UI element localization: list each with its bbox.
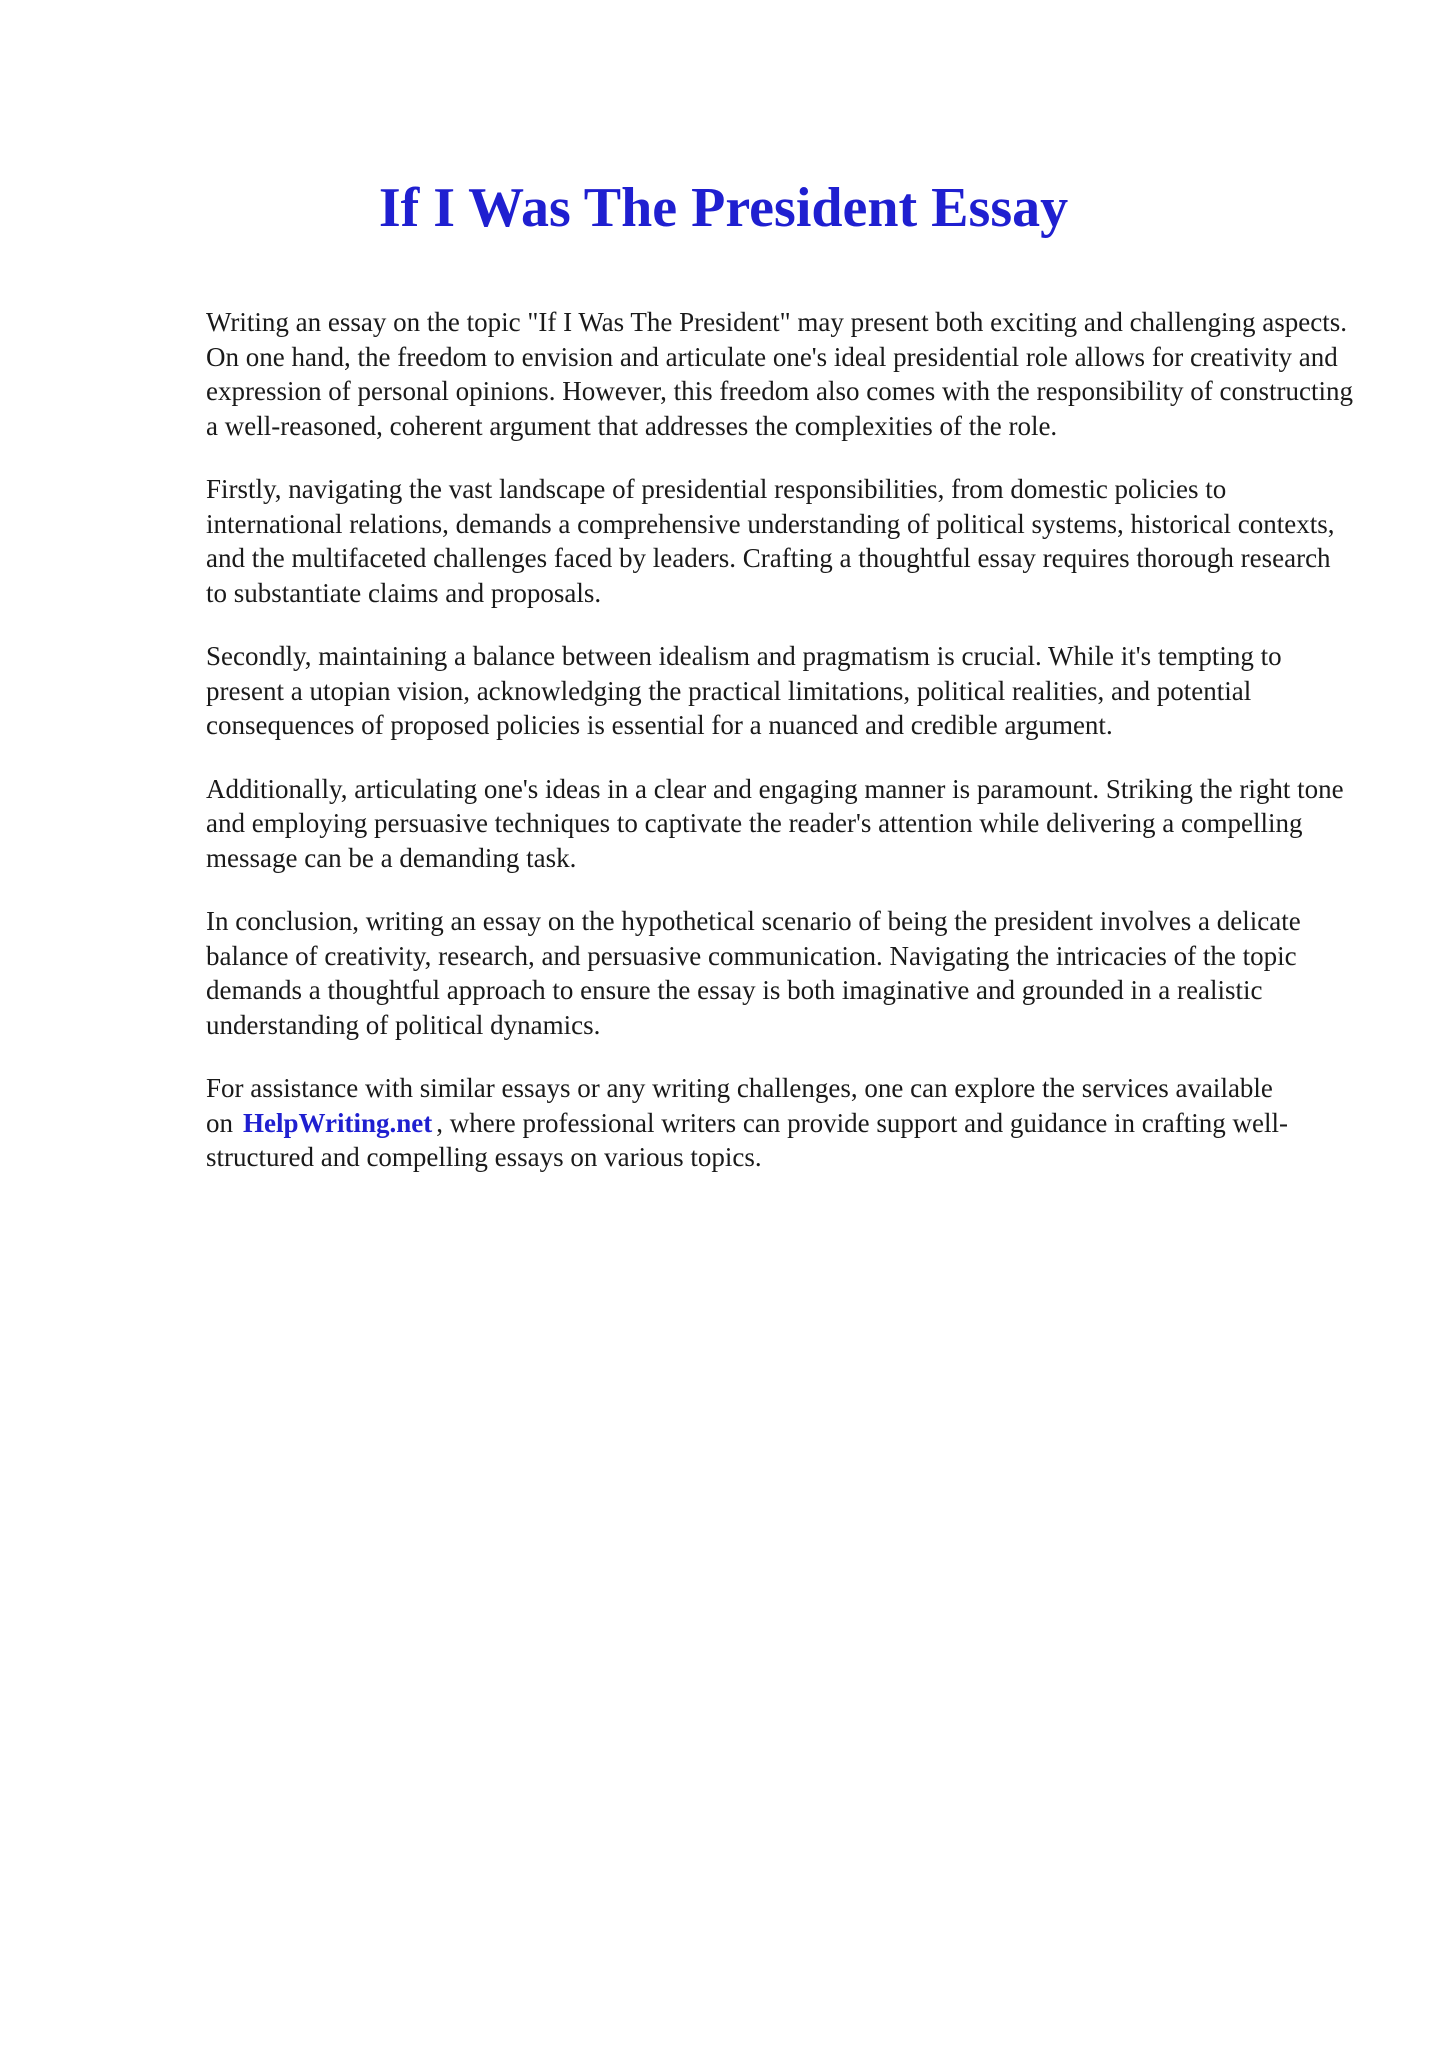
paragraph-intro: Writing an essay on the topic "If I Was The President" may present both exciting and challenging aspects. On one hand, the freedom to envision and articulate one's ideal presidential role allows for creativity and expression of personal opinions. However, this freedom also comes with the responsibility of constructing a well-reasoned, coherent argument that addresses the complexities of the role. — [206, 307, 1353, 441]
page-title: If I Was The President Essay — [378, 177, 1069, 239]
assistance-text-after-link: , where professional writers can provide support and guidance in crafting well-structured and compelling essays on various topics. — [206, 1107, 1288, 1172]
assistance-text-before-link: For assistance with similar essays or any writing challenges, one can explore the services available on — [206, 1073, 1273, 1138]
paragraph-assistance — [206, 1071, 1356, 1175]
paragraph-conclusion: In conclusion, writing an essay on the hypothetical scenario of being the president involves a delicate balance of creativity, research, and persuasive communication. Navigating the intricacies of the topic demands a thoughtful approach to ensure the essay is both imaginative and grounded in a realistic understanding of political dynamics. — [206, 906, 1301, 1040]
paragraph-additionally: Additionally, articulating one's ideas in a clear and engaging manner is paramount. Striking the right tone and employing persuasive techniques to captivate the reader's attention while delivering a compelling message can be a demanding task. — [206, 773, 1344, 873]
helpwriting-link[interactable]: HelpWriting.net — [243, 1107, 433, 1138]
essay-body — [206, 305, 1356, 1204]
paragraph-firstly: Firstly, navigating the vast landscape of presidential responsibilities, from domestic policies to international relations, demands a comprehensive understanding of political systems, historical contexts, and the multifaceted challenges faced by leaders. Crafting a thoughtful essay requires thorough research to substantiate claims and proposals. — [206, 474, 1335, 608]
paragraph-secondly: Secondly, maintaining a balance between idealism and pragmatism is crucial. While it's tempting to present a utopian vision, acknowledging the practical limitations, political realities, and potential consequences of proposed policies is essential for a nuanced and credible argument. — [206, 641, 1282, 740]
